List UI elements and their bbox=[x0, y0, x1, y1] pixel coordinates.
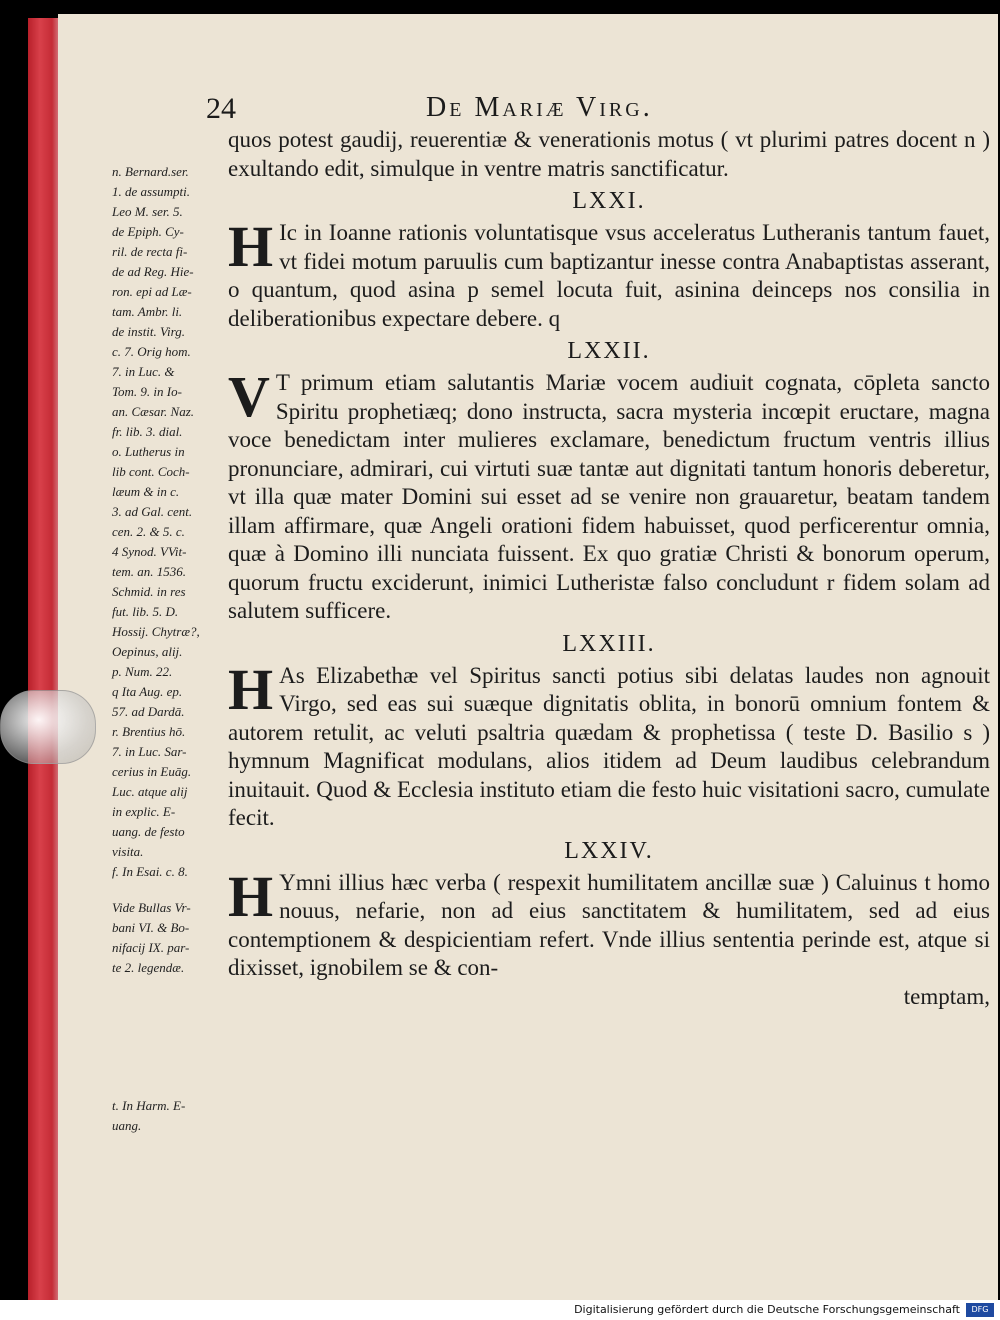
margin-note: t. In Harm. E- uang. bbox=[112, 1098, 186, 1133]
drop-cap: V bbox=[228, 364, 270, 429]
margin-note: Vide Bullas Vr- bani VI. & Bo- nifacij IX. par- te 2. legendæ. bbox=[112, 900, 191, 975]
drop-cap: H bbox=[228, 863, 274, 929]
page-header bbox=[206, 92, 958, 128]
drop-cap: H bbox=[228, 656, 274, 722]
digitization-credit: Digitalisierung gefördert durch die Deutsche Forschungsgemeinschaft bbox=[574, 1303, 960, 1316]
intro-paragraph: quos potest gaudij, reuerentiæ & venerationis motus ( vt plurimi patres docent n ) exultando edit, simulque in ventre matris sanctificatur. bbox=[228, 127, 990, 181]
footer bbox=[0, 1300, 1000, 1320]
section-paragraph bbox=[228, 214, 990, 333]
margin-notes bbox=[112, 162, 222, 1136]
catchword: temptam, bbox=[903, 983, 990, 1009]
book-page bbox=[58, 14, 998, 1304]
section-heading: LXXI. bbox=[572, 188, 646, 214]
section-paragraph bbox=[228, 863, 990, 983]
margin-note: n. Bernard.ser. 1. de assumpti. Leo M. ser. 5. de Epiph. Cy- ril. de recta fi- de ad Reg. Hie- ron. epi ad Læ- tam. Ambr. li. de instit. Virg. c. 7. Orig hom. 7. in Luc. & Tom. 9. in Io- an. Cæsar. Naz. fr. lib. 3. dial. o. Lutherus in lib cont. Coch- læum & in c. 3. ad Gal. cent. cen. 2. & 5. c. 4 Synod. VVit- tem. an. 1536. Schmid. in res fut. lib. 5. D. Hossij. Chytræ?, Oepinus, alij. p. Num. 22. q Ita Aug. ep. 57. ad Dardā. r. Brentius hō. 7. in Luc. Sar- cerius in Euāg. Luc. atque alij in explic. E- uang. de festo visita. f. In Esai. c. 8. bbox=[112, 164, 200, 879]
running-head: De Mariæ Virg. bbox=[426, 92, 653, 123]
section-text: T primum etiam salutantis Mariæ vocem audiuit cognata, cōpleta sancto Spiritu prophetiæq; dono instructa, sacra mysteria incœpit eructare, magna voce benedictam inter mulieres exclamare, benedictum fructum ventris illius pronunciare, admirari, cui virtuti suæ tantæ aut dignitati tantum honoris deberetur, vt illa quæ mater Domini sui esset ad se venire non grauaretur, beatam tandem illam affirmare, quæ Angeli orationi fidem habuisset, quod perficerentur omnia, quæ à Domino illi nunciata fuissent. Ex quo gratiæ Christi & bonorum operum, quorum fructu exciderunt, inimici Lutheristæ falso concludunt r fidem solam ad salutem sufficere. bbox=[228, 370, 990, 623]
section-paragraph bbox=[228, 364, 990, 626]
page-number: 24 bbox=[206, 92, 236, 125]
dfg-logo-icon: DFG bbox=[966, 1303, 994, 1317]
section-heading: LXXII. bbox=[567, 338, 651, 364]
section-heading: LXXIII. bbox=[562, 630, 656, 657]
section-paragraph bbox=[228, 656, 990, 833]
section-text: As Elizabethæ vel Spiritus sancti potius sibi delatas laudes non agnouit Virgo, sed eas sui suæque dignitatis oblita, in bonorū omnium fontem & autorem retulit, ac veluti psaltria quædam & prophetissa ( teste D. Basilio s ) hymnum Magnificat modulans, alios itidem ad Deum laudibus celebrandum inuitauit. Quod & Ecclesia instituto etiam die festo huic visitationi sacro, cumulate fecit. bbox=[228, 662, 990, 830]
page-clip bbox=[0, 690, 96, 764]
main-text bbox=[228, 126, 990, 1011]
section-heading: LXXIV. bbox=[564, 837, 654, 864]
section-text: Ymni illius hæc verba ( respexit humilitatem ancillæ suæ ) Caluinus t homo nouus, nefarie, non ad eius sanctitatem & humilitatem, sed ad eius contemptionem & despicientiam refert. Vnde illius sententia perinde est, atque si dixisset, ignobilem se & con- bbox=[228, 869, 990, 980]
drop-cap: H bbox=[228, 214, 274, 279]
section-text: Ic in Ioanne rationis voluntatisque vsus acceleratus Lutheranis tantum fauet, vt fidei motum paruulis cum baptizantur inesse contra Anabaptistas asserant, o quantum, quod asina p semel locuta fuit, asinina deinceps nos consilia in deliberationibus expectare debere. q bbox=[228, 220, 990, 331]
